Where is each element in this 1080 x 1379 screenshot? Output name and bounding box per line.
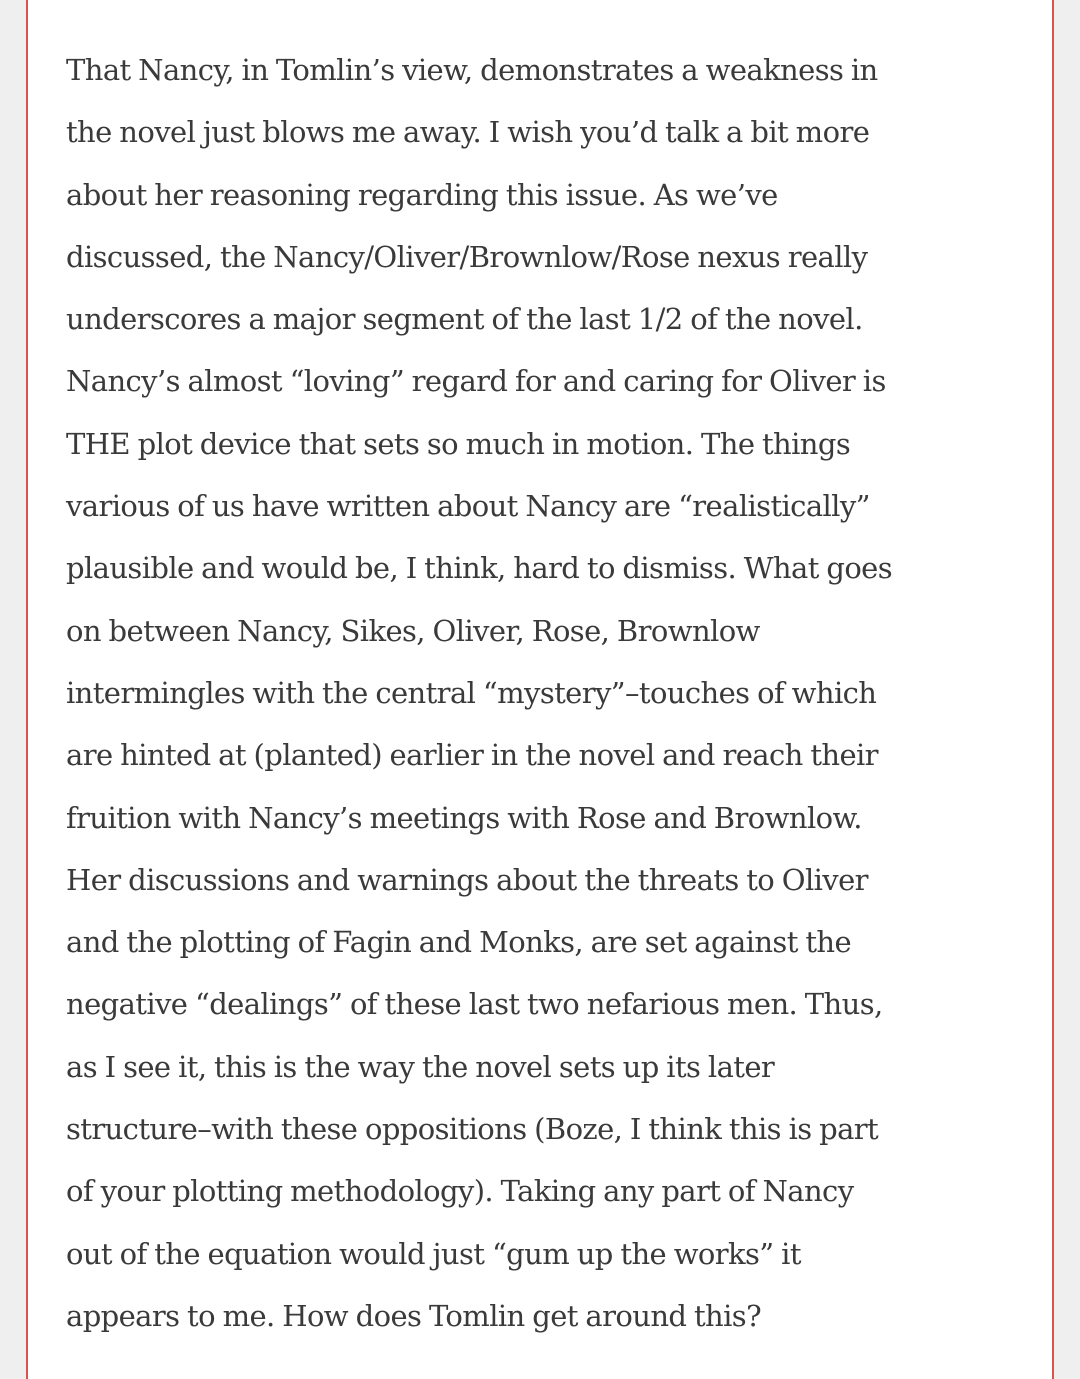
comment-line: out of the equation would just “gum up the works” it (66, 1236, 801, 1271)
comment-line: as I see it, this is the way the novel sets up its later (66, 1049, 775, 1084)
comment-line: fruition with Nancy’s meetings with Rose and Brownlow. (66, 800, 862, 835)
comment-line: That Nancy, in Tomlin’s view, demonstrates a weakness in (66, 53, 878, 87)
comment-line: appears to me. How does Tomlin get around this? (66, 1298, 762, 1333)
comment-line: Nancy’s almost “loving” regard for and caring for Oliver is (66, 364, 886, 399)
comment-line: plausible and would be, I think, hard to dismiss. What goes (66, 551, 893, 586)
comment-body (66, 39, 1016, 1347)
comment-line: underscores a major segment of the last 1/2 of the novel. (66, 302, 863, 337)
comment-line: negative “dealings” of these last two nefarious men. Thus, (66, 987, 883, 1022)
comment-card (26, 0, 1054, 1379)
comment-line: Her discussions and warnings about the threats to Oliver (66, 862, 868, 897)
comment-line: about her reasoning regarding this issue. As we’ve (66, 177, 778, 212)
comment-line: various of us have written about Nancy are “realistically” (66, 489, 870, 524)
comment-line: of your plotting methodology). Taking any part of Nancy (66, 1174, 854, 1209)
comment-line: discussed, the Nancy/Oliver/Brownlow/Rose nexus really (66, 239, 868, 274)
comment-line: on between Nancy, Sikes, Oliver, Rose, Brownlow (66, 613, 760, 648)
comment-line: intermingles with the central “mystery”–touches of which (66, 675, 877, 710)
comment-line: and the plotting of Fagin and Monks, are set against the (66, 925, 852, 960)
comment-line: the novel just blows me away. I wish you’d talk a bit more (66, 115, 870, 150)
comment-line: are hinted at (planted) earlier in the novel and reach their (66, 738, 878, 773)
comment-line: THE plot device that sets so much in motion. The things (66, 426, 851, 461)
comment-line: structure–with these oppositions (Boze, I think this is part (66, 1112, 879, 1147)
